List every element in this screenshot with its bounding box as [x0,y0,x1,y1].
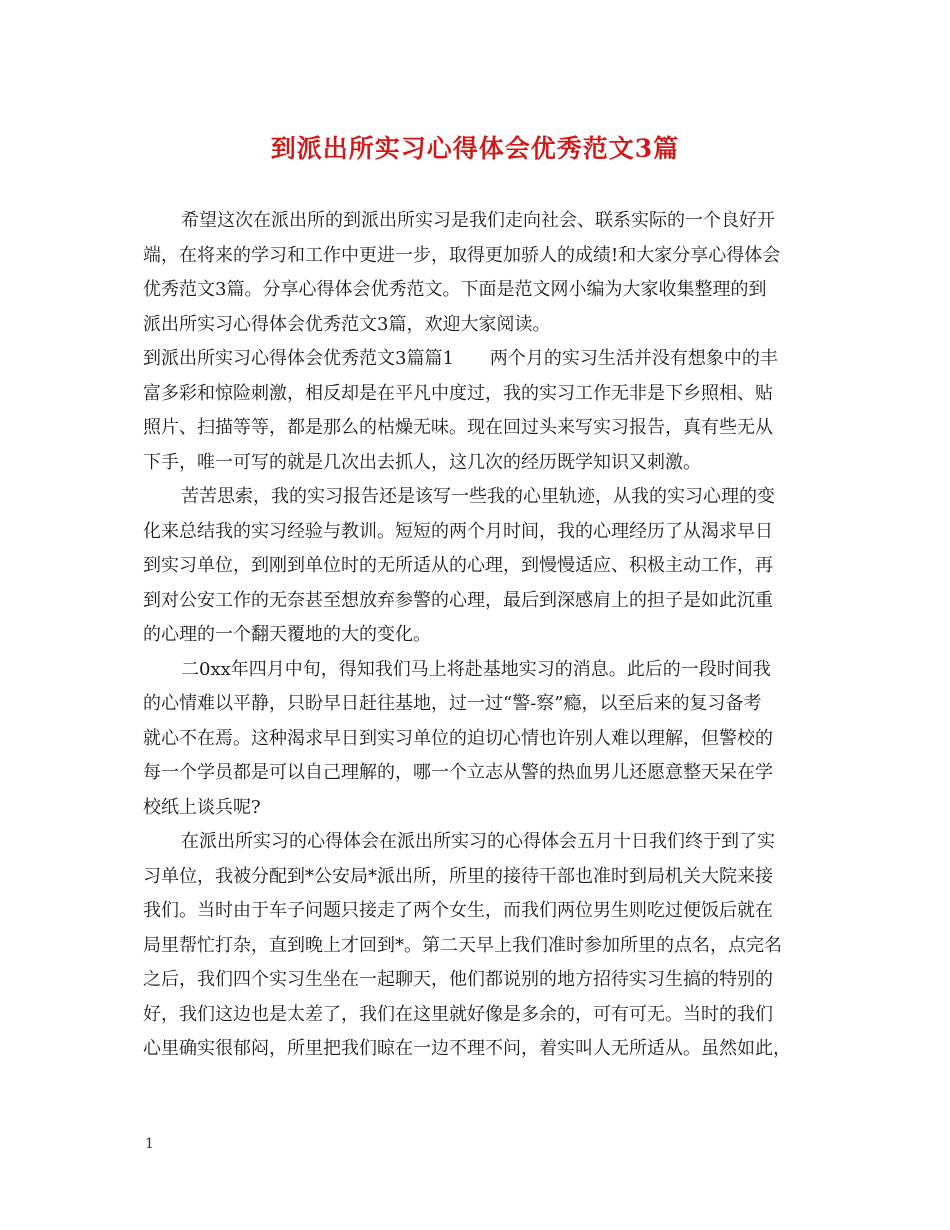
body-line: 的心情难以平静，只盼早日赶往基地，过一过“警-察”瘾，以至后来的复习备考 [143,693,762,714]
body-line: 下手，唯一可写的就是几次出去抓人，这几次的经历既学知识又刺激。 [143,451,701,473]
body-line: 化来总结我的实习经验与教训。短短的两个月时间，我的心理经历了从渴求早日 [143,520,773,542]
document-title: 到派出所实习心得体会优秀范文3篇 [270,134,680,163]
page-number: 1 [145,1136,154,1152]
body-line: 优秀范文3篇。分享心得体会优秀范文。下面是范文网小编为大家收集整理的到 [143,279,767,300]
body-line: 就心不在焉。这种渴求早日到实习单位的迫切心情也许别人难以理解，但警校的 [143,727,773,749]
body-line: 之后，我们四个实习生坐在一起聊天，他们都说别的地方招待实习生搞的特别的 [143,969,773,990]
body-line: 到对公安工作的无奈甚至想放弃参警的心理，最后到深感肩上的担子是如此沉重 [143,589,773,611]
body-line: 好，我们这边也是太差了，我们在这里就好像是多余的，可有可无。当时的我们 [143,1003,773,1025]
body-line: 希望这次在派出所的到派出所实习是我们走向社会、联系实际的一个良好开 [181,210,775,231]
body-line: 到派出所实习心得体会优秀范文3篇篇1 两个月的实习生活并没有想象中的丰 [143,348,778,369]
body-line: 到实习单位，到刚到单位时的无所适从的心理，到慢慢适应、积极主动工作，再 [143,555,773,576]
body-line: 心里确实很郁闷，所里把我们晾在一边不理不问，着实叫人无所适从。虽然如此， [143,1038,791,1059]
body-line: 富多彩和惊险刺激，相反却是在平凡中度过，我的实习工作无非是下乡照相、贴 [143,382,773,404]
body-line: 局里帮忙打杂，直到晚上才回到*。第二天早上我们准时参加所里的点名，点完名 [143,934,782,956]
body-line: 每一个学员都是可以自己理解的，哪一个立志从警的热血男儿还愿意整天呆在学 [143,762,773,783]
body-line: 我们。当时由于车子问题只接走了两个女生，而我们两位男生则吃过便饭后就在 [143,900,773,921]
body-line: 在派出所实习的心得体会在派出所实习的心得体会五月十日我们终于到了实 [181,831,775,852]
body-line: 端，在将来的学习和工作中更进一步，取得更加骄人的成绩!和大家分享心得体会 [143,244,781,266]
body-line: 派出所实习心得体会优秀范文3篇，欢迎大家阅读。 [143,313,551,335]
document-body [143,204,823,1067]
body-line: 的心理的一个翻天覆地的大的变化。 [143,624,431,645]
body-line: 照片、扫描等等，都是那么的枯燥无味。现在回过头来写实习报告，真有些无从 [143,417,773,438]
body-line: 苦苦思索，我的实习报告还是该写一些我的心里轨迹，从我的实习心理的变 [181,486,775,507]
body-line: 习单位，我被分配到*公安局*派出所，所里的接待干部也准时到局机关大院来接 [143,865,773,887]
body-line: 校纸上谈兵呢? [143,796,261,818]
body-line: 二0xx年四月中旬，得知我们马上将赴基地实习的消息。此后的一段时间我 [181,658,771,680]
